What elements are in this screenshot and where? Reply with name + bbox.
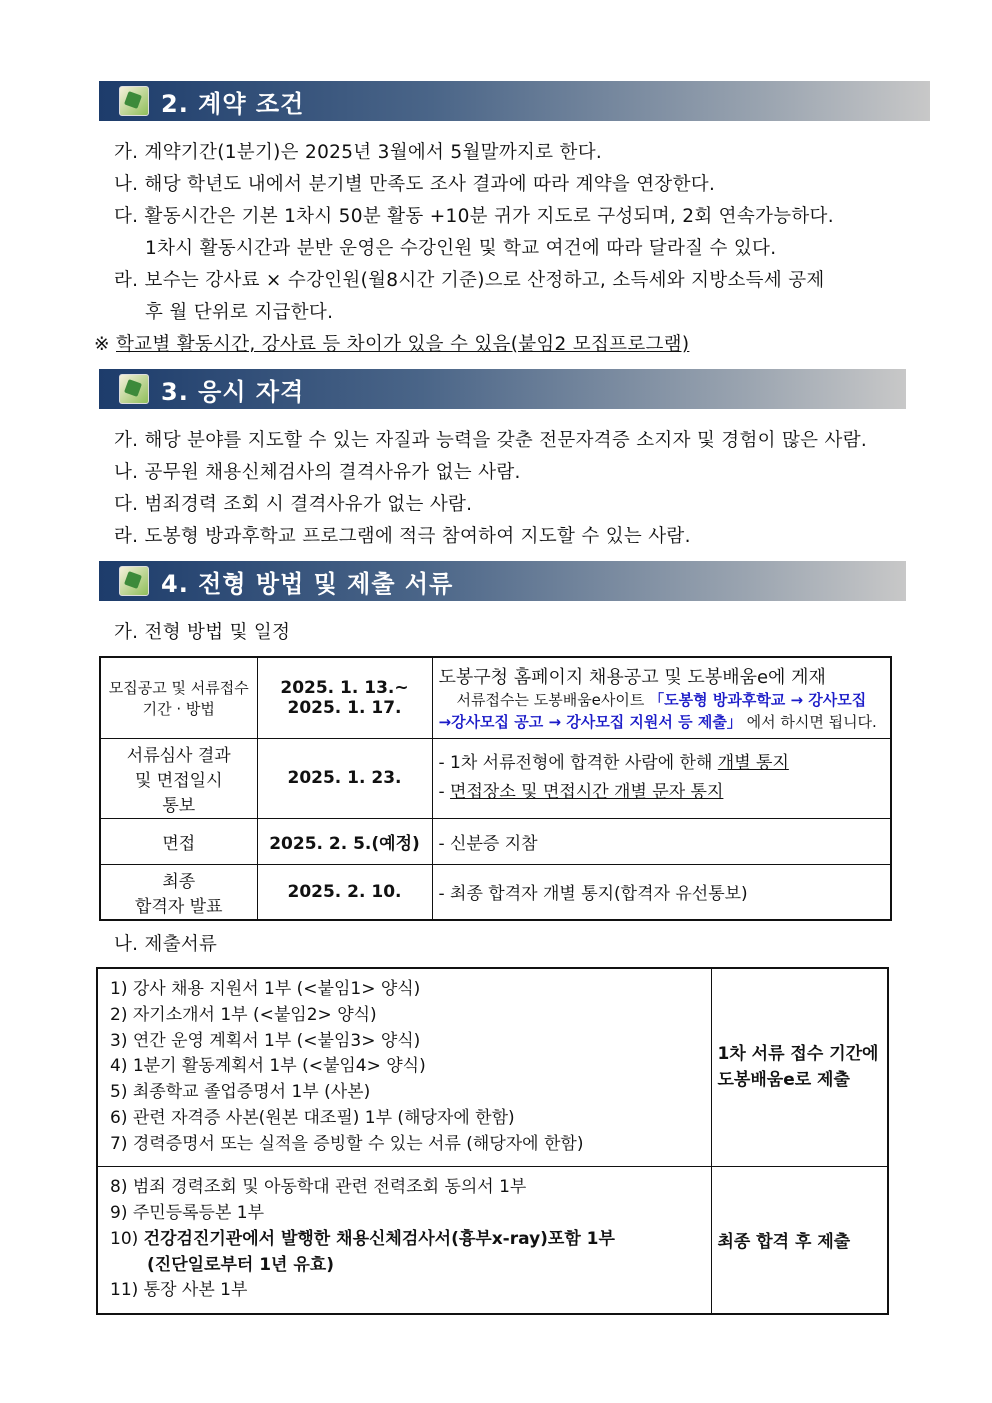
table-row — [97, 968, 888, 1166]
book-icon — [119, 86, 149, 116]
book-icon — [119, 374, 149, 404]
section-title: 4. 전형 방법 및 제출 서류 — [161, 569, 454, 598]
stage-cell: 최종 합격자 발표 — [100, 864, 257, 920]
section-title: 3. 응시 자격 — [161, 377, 305, 406]
date-cell: 2025. 1. 23. — [257, 738, 432, 818]
eligibility-line: 나. 공무원 채용신체검사의 결격사유가 없는 사람. — [114, 462, 521, 483]
table-row — [97, 1166, 888, 1314]
contract-line: 라. 보수는 강사료 × 수강인원(월8시간 기준)으로 산정하고, 소득세와 지방소득세 공제 — [114, 270, 825, 291]
list-item: 2) 자기소개서 1부 (<붙임2> 양식) — [110, 1004, 377, 1025]
section-header-eligibility — [99, 369, 906, 409]
detail-cell: 도봉구청 홈페이지 채용공고 및 도봉배움e에 게재 서류접수는 도봉배움e사이트 「도봉형 방과후학교 → 강사모집 →강사모집 공고 → 강사모집 지원서 등 제출」 에서 하시면 됩니다. — [432, 657, 891, 738]
submission-note: 최종 합격 후 제출 — [711, 1166, 888, 1314]
stage-cell: 모집공고 및 서류접수 기간 · 방법 — [100, 657, 257, 738]
section-title: 2. 계약 조건 — [161, 89, 305, 118]
documents-table — [96, 967, 889, 1315]
eligibility-line: 라. 도봉형 방과후학교 프로그램에 적극 참여하여 지도할 수 있는 사람. — [114, 526, 691, 547]
note-mark: ※ — [94, 334, 110, 355]
list-item: 6) 관련 자격증 사본(원본 대조필) 1부 (해당자에 한함) — [110, 1107, 515, 1128]
list-item: 7) 경력증명서 또는 실적을 증빙할 수 있는 서류 (해당자에 한함) — [110, 1133, 584, 1154]
eligibility-line: 가. 해당 분야를 지도할 수 있는 자질과 능력을 갖춘 전문자격증 소지자 및 경험이 많은 사람. — [114, 430, 868, 451]
list-item: 10) 건강검진기관에서 발행한 채용신체검사서(흉부x-ray)포함 1부 — [110, 1228, 615, 1249]
contract-line: 후 월 단위로 지급한다. — [145, 302, 334, 323]
detail-cell: - 신분증 지참 — [432, 818, 891, 864]
section-header-contract — [99, 81, 930, 121]
list-item: 8) 범죄 경력조회 및 아동학대 관련 전력조회 동의서 1부 — [110, 1177, 527, 1198]
list-item: 1) 강사 채용 지원서 1부 (<붙임1> 양식) — [110, 979, 421, 1000]
note-line — [94, 330, 689, 356]
list-item: 11) 통장 사본 1부 — [110, 1280, 248, 1301]
table-row — [100, 818, 891, 864]
book-icon — [119, 566, 149, 596]
contract-line: 1차시 활동시간과 분반 운영은 수강인원 및 학교 여건에 따라 달라질 수 있다. — [145, 238, 777, 259]
stage-cell: 면접 — [100, 818, 257, 864]
contract-line: 나. 해당 학년도 내에서 분기별 만족도 조사 결과에 따라 계약을 연장한다. — [114, 174, 716, 195]
detail-cell: - 최종 합격자 개별 통지(합격자 유선통보) — [432, 864, 891, 920]
table-row — [100, 864, 891, 920]
contract-line: 가. 계약기간(1분기)은 2025년 3월에서 5월말까지로 한다. — [114, 142, 603, 163]
subheading: 나. 제출서류 — [114, 934, 218, 955]
date-cell: 2025. 1. 13.~ 2025. 1. 17. — [257, 657, 432, 738]
list-item: 4) 1분기 활동계획서 1부 (<붙임4> 양식) — [110, 1056, 426, 1077]
table-row — [100, 738, 891, 818]
documents-list — [97, 968, 711, 1166]
list-item: 3) 연간 운영 계획서 1부 (<붙임3> 양식) — [110, 1030, 421, 1051]
documents-list — [97, 1166, 711, 1314]
schedule-table — [99, 656, 892, 921]
submission-note: 1차 서류 접수 기간에 도봉배움e로 제출 — [711, 968, 888, 1166]
section-header-selection — [99, 561, 906, 601]
table-row — [100, 657, 891, 738]
detail-cell: - 1차 서류전형에 합격한 사람에 한해 개별 통지 - 면접장소 및 면접시간 개별 문자 통지 — [432, 738, 891, 818]
list-item: 5) 최종학교 졸업증명서 1부 (사본) — [110, 1082, 371, 1103]
list-item-note: (진단일로부터 1년 유효) — [147, 1254, 335, 1275]
note-text: 학교별 활동시간, 강사료 등 차이가 있을 수 있음(붙임2 모집프로그램) — [116, 334, 690, 355]
contract-line: 다. 활동시간은 기본 1차시 50분 활동 +10분 귀가 지도로 구성되며, 2회 연속가능하다. — [114, 206, 834, 227]
subheading: 가. 전형 방법 및 일정 — [114, 622, 291, 643]
stage-cell: 서류심사 결과 및 면접일시 통보 — [100, 738, 257, 818]
list-item: 9) 주민등록등본 1부 — [110, 1203, 265, 1224]
eligibility-line: 다. 범죄경력 조회 시 결격사유가 없는 사람. — [114, 494, 473, 515]
date-cell: 2025. 2. 5.(예정) — [257, 818, 432, 864]
date-cell: 2025. 2. 10. — [257, 864, 432, 920]
